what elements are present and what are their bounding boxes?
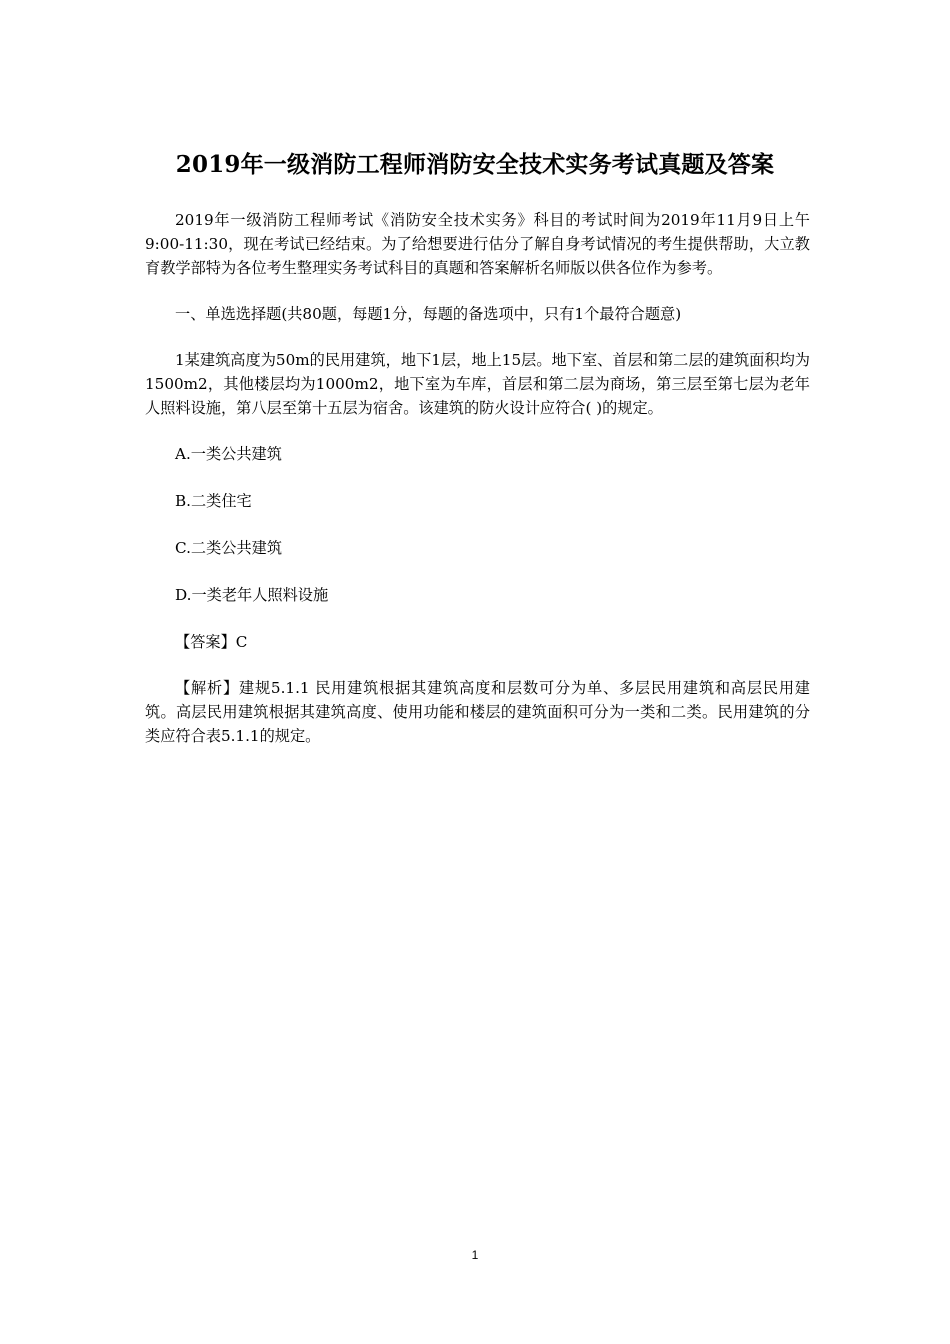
document-body — [145, 208, 810, 748]
option-b: B.二类住宅 — [175, 492, 252, 510]
analysis-text: 建规5.1.1 民用建筑根据其建筑高度和层数可分为单、多层民用建筑和高层民用建筑。高层民用建筑根据其建筑高度、使用功能和楼层的建筑面积可分为一类和二类。民用建筑的分类应符合表5.1.1的规定。 — [145, 679, 810, 745]
page-number: 1 — [471, 1248, 479, 1262]
option-d: D.一类老年人照料设施 — [175, 586, 329, 604]
option-a: A.一类公共建筑 — [175, 445, 282, 463]
analysis-paragraph — [145, 676, 810, 748]
question-text: 1某建筑高度为50m的民用建筑，地下1层，地上15层。地下室、首层和第二层的建筑面积均为1500m2，其他楼层均为1000m2，地下室为车库，首层和第二层为商场，第三层至第七层为老年人照料设施，第八层至第十五层为宿舍。该建筑的防火设计应符合( )的规定。 — [145, 351, 810, 417]
analysis-label: 【解析】 — [175, 679, 239, 697]
answer-line: 【答案】C — [175, 633, 248, 651]
intro-paragraph: 2019年一级消防工程师考试《消防安全技术实务》科目的考试时间为2019年11月9日上午9:00-11:30，现在考试已经结束。为了给想要进行估分了解自身考试情况的考生提供帮助，大立教育教学部特为各位考生整理实务考试科目的真题和答案解析名师版以供各位作为参考。 — [145, 211, 810, 277]
section-heading: 一、单选选择题(共80题，每题1分，每题的备选项中，只有1个最符合题意) — [175, 305, 682, 323]
option-c: C.二类公共建筑 — [175, 539, 283, 557]
document-title: 2019年一级消防工程师消防安全技术实务考试真题及答案 — [175, 151, 775, 178]
